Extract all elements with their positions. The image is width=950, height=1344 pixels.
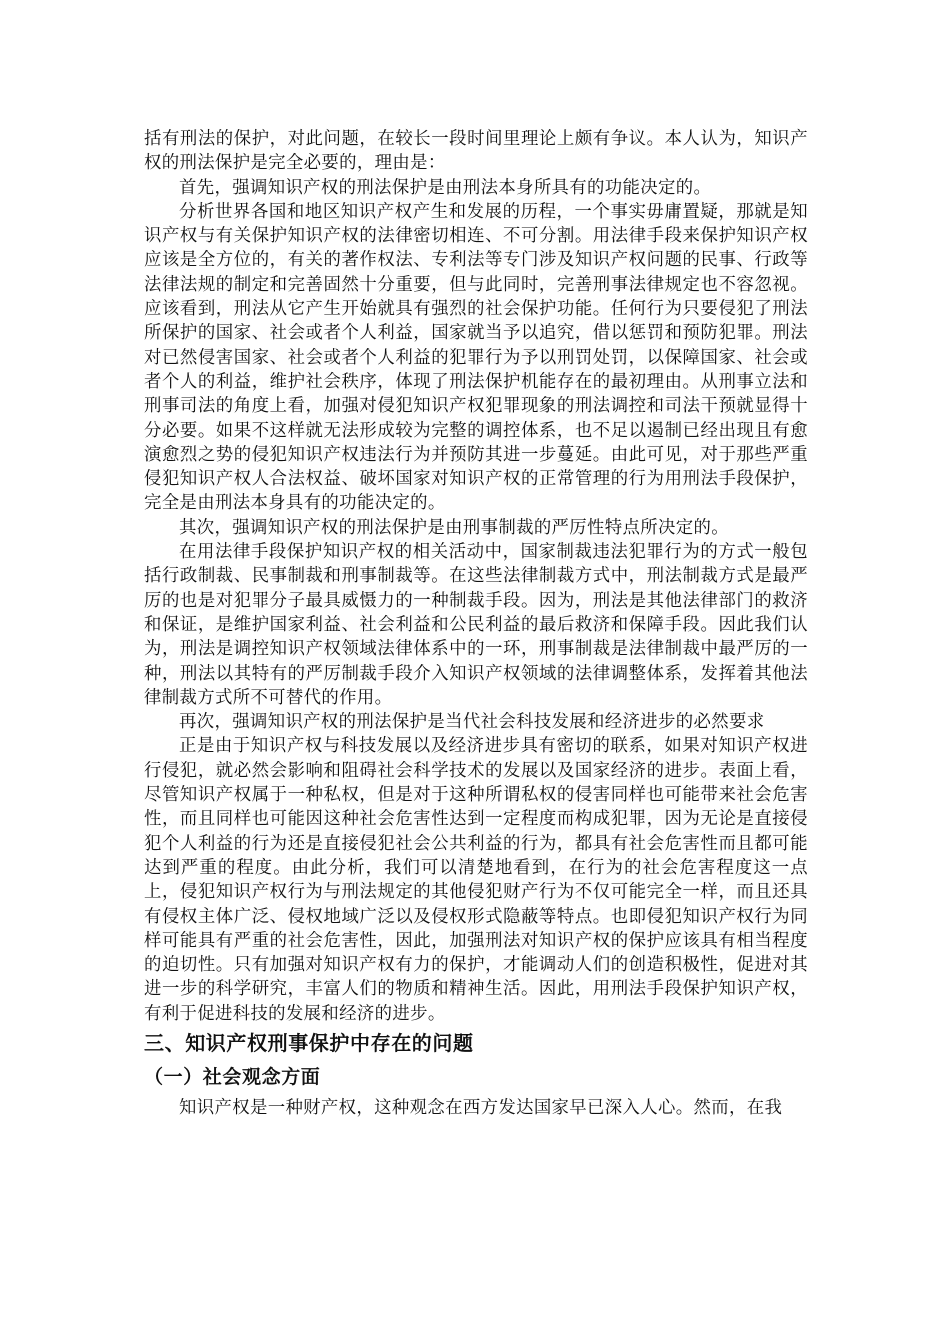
paragraph-8: 知识产权是一种财产权，这种观念在西方发达国家早已深入人心。然而，在我 (179, 1097, 783, 1118)
section-heading: 三、知识产权刑事保护中存在的问题 (144, 1030, 474, 1055)
paragraph-6: 再次，强调知识产权的刑法保护是当代社会科技发展和经济进步的必然要求 (179, 712, 765, 733)
paragraph-7: 正是由于知识产权与科技发展以及经济进步具有密切的联系，如果对知识产权进行侵犯，就必然会影响和阻碍社会科学技术的发展以及国家经济的进步。表面上看，尽管知识产权属于一种私权，但是对于这种所谓私权的侵害同样也可能带来社会危害性，而且同样也可能因这种社会危害性达到一定程度而构成犯罪，因为无论是直接侵犯个人利益的行为还是直接侵犯社会公共利益的行为，都具有社会危害性而且都可能达到严重的程度。由此分析，我们可以清楚地看到，在行为的社会危害程度这一点上，侵犯知识产权行为与刑法规定的其他侵犯财产行为不仅可能完全一样，而且还具有侵权主体广泛、侵权地域广泛以及侵权形式隐蔽等特点。也即侵犯知识产权行为同样可能具有严重的社会危害性，因此，加强刑法对知识产权的保护应该具有相当程度的迫切性。只有加强对知识产权有力的保护，才能调动人们的创造积极性，促进对其进一步的科学研究，丰富人们的物质和精神生活。因此，用刑法手段保护知识产权，有利于促进科技的发展和经济的进步。 (144, 736, 808, 1024)
document-page (144, 127, 808, 1120)
paragraph-3: 分析世界各国和地区知识产权产生和发展的历程，一个事实毋庸置疑，那就是知识产权与有关保护知识产权的法律密切相连、不可分割。用法律手段来保护知识产权应该是全方位的，有关的著作权法、专利法等专门涉及知识产权问题的民事、行政等法律法规的制定和完善固然十分重要，但与此同时，完善刑事法律规定也不容忽视。应该看到，刑法从它产生开始就具有强烈的社会保护功能。任何行为只要侵犯了刑法所保护的国家、社会或者个人利益，国家就当予以追究，借以惩罚和预防犯罪。刑法对已然侵害国家、社会或者个人利益的犯罪行为予以刑罚处罚，以保障国家、社会或者个人的利益，维护社会秩序，体现了刑法保护机能存在的最初理由。从刑事立法和刑事司法的角度上看，加强对侵犯知识产权犯罪现象的刑法调控和司法干预就显得十分必要。如果不这样就无法形成较为完整的调控体系，也不足以遏制已经出现且有愈演愈烈之势的侵犯知识产权违法行为并预防其进一步蔓延。由此可见，对于那些严重侵犯知识产权人合法权益、破坏国家对知识产权的正常管理的行为用刑法手段保护，完全是由刑法本身具有的功能决定的。 (144, 201, 808, 514)
paragraph-1: 括有刑法的保护，对此问题，在较长一段时间里理论上颇有争议。本人认为，知识产权的刑法保护是完全必要的，理由是： (144, 129, 808, 174)
paragraph-2: 首先，强调知识产权的刑法保护是由刑法本身所具有的功能决定的。 (179, 177, 712, 198)
paragraph-4: 其次，强调知识产权的刑法保护是由刑事制裁的严厉性特点所决定的。 (179, 517, 729, 538)
paragraph-5: 在用法律手段保护知识产权的相关活动中，国家制裁违法犯罪行为的方式一般包括行政制裁、民事制裁和刑事制裁等。在这些法律制裁方式中，刑法制裁方式是最严厉的也是对犯罪分子最具威慑力的一种制裁手段。因为，刑法是其他法律部门的救济和保证，是维护国家利益、社会利益和公民利益的最后救济和保障手段。因此我们认为，刑法是调控知识产权领域法律体系中的一环，刑事制裁是法律制裁中最严厉的一种，刑法以其特有的严厉制裁手段介入知识产权领域的法律调整体系，发挥着其他法律制裁方式所不可替代的作用。 (144, 542, 808, 708)
subsection-heading: （一）社会观念方面 (144, 1065, 321, 1088)
